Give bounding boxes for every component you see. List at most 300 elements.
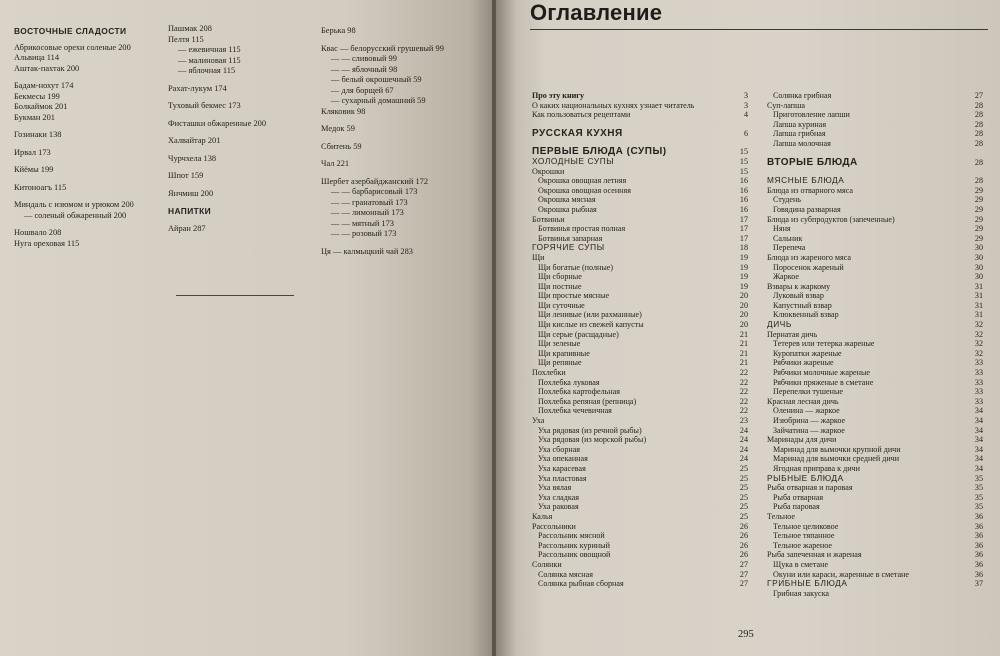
toc-entry xyxy=(532,167,748,177)
toc-entry xyxy=(532,349,748,359)
toc-entry-page: 30 xyxy=(974,243,983,253)
toc-entry-page: 3 xyxy=(743,91,748,100)
toc-entry xyxy=(767,531,983,541)
toc-entry-title: Рябчики жареные xyxy=(773,358,834,368)
index-entry: — — сливовый 99 xyxy=(331,54,397,63)
toc-entry-title: Ботвинья простая полная xyxy=(538,224,626,234)
toc-entry-page: 22 xyxy=(739,368,748,378)
index-entry: Нуга ореховая 115 xyxy=(14,238,80,248)
toc-entry-title: РЫБНЫЕ БЛЮДА xyxy=(767,473,844,483)
toc-entry-title: Уха раковая xyxy=(538,502,579,512)
toc-entry-title: Приготовление лапши xyxy=(773,110,850,120)
toc-subsection xyxy=(767,579,983,589)
toc-entry-page: 33 xyxy=(974,358,983,368)
right-page xyxy=(496,0,1000,656)
toc-entry-title: Щука в сметане xyxy=(773,559,829,569)
toc-entry-title: Взвары к жаркому xyxy=(767,281,831,291)
toc-entry xyxy=(767,310,983,320)
toc-entry-title: Щи богатые (полные) xyxy=(538,262,614,272)
toc-entry xyxy=(532,426,748,436)
toc-entry xyxy=(532,493,748,503)
toc-entry-title: Похлебка репяная (репница) xyxy=(538,396,637,406)
toc-entry-title: Рябчики молочные жареные xyxy=(773,368,870,378)
toc-entry-page: 33 xyxy=(974,377,983,387)
spacer xyxy=(767,149,983,158)
toc-entry-title: Окрошка овощная осенняя xyxy=(538,185,631,195)
toc-entry-title: Рассольник мясной xyxy=(538,531,605,541)
toc-entry-title: Щи суточные xyxy=(538,300,585,310)
toc-entry-title: Рассольник куриный xyxy=(538,540,610,550)
toc-entry-page: 23 xyxy=(739,416,748,425)
toc-entry xyxy=(767,301,983,311)
toc-subsection xyxy=(532,243,748,253)
toc-section xyxy=(532,129,748,139)
index-entry: Шпот 159 xyxy=(168,171,204,180)
index-entry: Бадам-нохут 174 xyxy=(14,81,74,90)
index-group xyxy=(321,124,486,135)
toc-entry xyxy=(532,272,748,282)
toc-entry-page: 26 xyxy=(739,531,748,541)
toc-entry-title: Щи серые (расщадные) xyxy=(538,329,619,339)
toc-entry-title: Окрошка рыбная xyxy=(538,204,597,214)
toc-entry-page: 21 xyxy=(739,339,748,349)
toc-entry-page: 33 xyxy=(974,396,983,406)
index-group xyxy=(168,171,318,182)
index-entry: — малиновая 115 xyxy=(178,55,241,65)
toc-entry xyxy=(532,531,748,541)
toc-entry-title: Солянка рыбная сборная xyxy=(538,579,624,589)
index-entry: — — яблочный 98 xyxy=(331,64,398,74)
toc-entry-title: Щи ленивые (или рахманные) xyxy=(538,310,642,320)
toc-entry xyxy=(532,387,748,397)
toc-entry xyxy=(532,234,748,244)
toc-entry xyxy=(767,282,983,292)
toc-subsection xyxy=(767,474,983,484)
toc-entry-page: 29 xyxy=(974,195,983,205)
toc-entry-page: 3 xyxy=(743,100,748,110)
toc-entry-title: Красная лесная дичь xyxy=(767,396,839,406)
toc-entry-title: Оленина — жаркое xyxy=(773,406,840,416)
toc-entry xyxy=(532,339,748,349)
toc-entry-title: Лапша грибная xyxy=(773,129,826,139)
toc-entry-title: Перепеча xyxy=(773,243,806,253)
toc-entry-title: Уха xyxy=(532,416,545,425)
toc-entry xyxy=(532,195,748,205)
toc-entry-title: Щи кислые из свежей капусты xyxy=(538,320,644,330)
toc-entry-page: 29 xyxy=(974,185,983,195)
index-group xyxy=(14,81,164,123)
toc-entry-page: 16 xyxy=(739,204,748,214)
index-group xyxy=(14,26,164,74)
toc-entry xyxy=(532,263,748,273)
index-group xyxy=(168,189,318,200)
toc-entry-title: ГРИБНЫЕ БЛЮДА xyxy=(767,579,848,589)
toc-entry-title: Блюда из жареного мяса xyxy=(767,252,852,262)
index-entry: Берька 98 xyxy=(321,26,356,35)
toc-entry-title: МЯСНЫЕ БЛЮДА xyxy=(767,176,845,186)
toc-entry-title: Пернатая дичь xyxy=(767,329,818,339)
toc-entry-title: Куропатки жареные xyxy=(773,348,842,358)
toc-entry-page: 25 xyxy=(739,473,748,483)
toc-entry-title: Уха вялая xyxy=(538,483,572,493)
toc-entry xyxy=(532,101,748,111)
toc-entry-title: Ягодная приправа к дичи xyxy=(773,463,860,473)
index-entry: Пелтя 115 xyxy=(168,34,204,44)
toc-entry xyxy=(767,416,983,426)
index-entry: — яблочная 115 xyxy=(178,66,236,75)
toc-entry-title: Сальник xyxy=(773,233,803,243)
index-group xyxy=(321,26,486,37)
toc-entry-page: 6 xyxy=(743,128,748,138)
toc-entry-page: 30 xyxy=(974,272,983,282)
toc-entry-page: 33 xyxy=(974,387,983,397)
toc-entry-page: 21 xyxy=(739,329,748,339)
toc-entry xyxy=(767,253,983,263)
toc-entry-title: Тельное целиковое xyxy=(773,521,839,531)
toc-entry-page: 29 xyxy=(974,233,983,243)
toc-entry xyxy=(767,493,983,503)
toc-entry-page: 22 xyxy=(739,377,748,387)
toc-entry-page: 17 xyxy=(739,224,748,234)
index-group xyxy=(168,24,318,77)
toc-entry-title: Похлебка картофельная xyxy=(538,387,620,397)
index-entry: Альвица 114 xyxy=(14,53,60,62)
index-group xyxy=(168,154,318,165)
toc-entry-page: 27 xyxy=(974,91,983,100)
spacer xyxy=(532,120,748,129)
index-entry: Фисташки обжаренные 200 xyxy=(168,118,267,128)
toc-entry-page: 34 xyxy=(974,463,983,473)
toc-entry-page: 35 xyxy=(974,473,983,483)
toc-entry-title: Солянки xyxy=(532,559,562,569)
index-entry: — — лимонный 173 xyxy=(331,208,404,217)
index-group xyxy=(168,84,318,95)
toc-entry xyxy=(532,368,748,378)
index-entry: Айран 287 xyxy=(168,223,206,233)
toc-entry-page: 28 xyxy=(974,176,983,186)
toc-entry xyxy=(532,358,748,368)
page-title: Оглавление xyxy=(530,0,663,25)
index-group xyxy=(14,130,164,141)
toc-entry xyxy=(767,378,983,388)
toc-entry xyxy=(532,474,748,484)
index-group xyxy=(168,119,318,130)
index-group xyxy=(168,136,318,147)
toc-entry xyxy=(532,186,748,196)
toc-entry xyxy=(767,272,983,282)
toc-entry-page: 31 xyxy=(974,310,983,320)
index-group xyxy=(321,142,486,153)
toc-entry-title: Рыба отварная и паровая xyxy=(767,483,853,493)
toc-entry xyxy=(532,512,748,522)
index-group xyxy=(168,101,318,112)
toc-entry-title: Клюквенный взвар xyxy=(773,310,839,320)
toc-entry-page: 30 xyxy=(974,252,983,262)
toc-entry xyxy=(532,464,748,474)
toc-entry xyxy=(767,139,983,149)
toc-entry-page: 28 xyxy=(974,110,983,120)
index-group xyxy=(14,148,164,159)
index-entry: Пашмак 208 xyxy=(168,24,212,33)
index-entry: Сбитень 59 xyxy=(321,141,362,151)
toc-entry-page: 32 xyxy=(974,320,983,330)
toc-subsection xyxy=(532,157,748,167)
toc-entry-page: 36 xyxy=(974,521,983,531)
toc-entry-title: ДИЧЬ xyxy=(767,320,792,330)
toc-entry-page: 34 xyxy=(974,454,983,464)
toc-entry-title: Рассольник овощной xyxy=(538,550,611,560)
toc-entry-page: 25 xyxy=(739,492,748,502)
toc-entry xyxy=(767,550,983,560)
index-entry: Ирвал 173 xyxy=(14,147,51,157)
toc-entry-page: 34 xyxy=(974,406,983,416)
toc-entry xyxy=(767,330,983,340)
toc-entry-title: Щи xyxy=(532,252,545,262)
toc-entry-page: 36 xyxy=(974,559,983,569)
toc-entry-page: 25 xyxy=(739,502,748,512)
toc-entry-page: 36 xyxy=(974,531,983,541)
index-entry: Чал 221 xyxy=(321,159,350,168)
toc-entry-page: 18 xyxy=(739,243,748,253)
toc-entry-title: Блюда из отварного мяса xyxy=(767,185,854,195)
toc-entry-title: Окрошка мясная xyxy=(538,195,596,205)
toc-entry-title: Тельное тяпанное xyxy=(773,531,835,541)
toc-entry-title: Щи простые мясные xyxy=(538,291,610,301)
toc-entry-page: 20 xyxy=(739,300,748,310)
toc-entry-page: 30 xyxy=(974,262,983,272)
toc-entry xyxy=(532,215,748,225)
toc-entry xyxy=(532,445,748,455)
toc-entry-title: Окуни или караси, жаренные в сметане xyxy=(773,569,909,579)
toc-subsection xyxy=(767,176,983,186)
toc-entry xyxy=(767,129,983,139)
toc-entry-title: ВТОРЫЕ БЛЮДА xyxy=(767,157,858,168)
toc-entry-title: Тельное xyxy=(767,511,796,521)
toc-entry-page: 25 xyxy=(739,483,748,493)
toc-entry-title: Как пользоваться рецептами xyxy=(532,110,631,120)
index-entry: Халвайтар 201 xyxy=(168,136,221,145)
toc-entry xyxy=(532,205,748,215)
index-entry: Ношвало 208 xyxy=(14,228,62,237)
divider-rule xyxy=(176,295,294,296)
toc-entry-title: Уха сборная xyxy=(538,444,581,454)
toc-entry-page: 36 xyxy=(974,511,983,521)
toc-section xyxy=(532,147,748,157)
index-group xyxy=(168,206,318,217)
toc-entry-page: 36 xyxy=(974,540,983,550)
toc-entry xyxy=(532,483,748,493)
toc-entry-title: Рыба запеченная и жареная xyxy=(767,550,862,560)
toc-entry xyxy=(767,406,983,416)
index-entry: — белый окрошечный 59 xyxy=(331,75,422,84)
toc-entry-page: 29 xyxy=(974,214,983,224)
toc-entry-page: 19 xyxy=(739,262,748,272)
toc-entry-title: Капустный взвар xyxy=(773,300,832,310)
toc-entry-page: 36 xyxy=(974,569,983,579)
toc-entry-title: Лапша куриная xyxy=(773,119,827,129)
toc-entry-title: Ботвиньи xyxy=(532,214,565,224)
section-heading: ВОСТОЧНЫЕ СЛАДОСТИ xyxy=(14,26,127,36)
toc-entry-title: Солянка мясная xyxy=(538,569,593,579)
toc-entry-page: 21 xyxy=(739,348,748,358)
spacer xyxy=(532,138,748,147)
index-entry: Миндаль с изюмом и урюком 200 xyxy=(14,200,134,209)
toc-entry-title: Изюбрина — жаркое xyxy=(773,416,846,425)
index-group xyxy=(168,224,318,235)
toc-entry-page: 35 xyxy=(974,502,983,512)
index-entry: Туховый бекмес 173 xyxy=(168,101,241,110)
index-entry: Шербет азербайджанский 172 xyxy=(321,176,429,186)
toc-entry-page: 35 xyxy=(974,492,983,502)
toc-entry-page: 31 xyxy=(974,300,983,310)
index-group xyxy=(14,183,164,194)
toc-entry-page: 29 xyxy=(974,224,983,234)
toc-entry xyxy=(532,91,748,101)
toc-entry-page: 21 xyxy=(739,358,748,368)
toc-entry xyxy=(767,234,983,244)
toc-entry-page: 20 xyxy=(739,320,748,330)
toc-entry-page: 26 xyxy=(739,521,748,531)
toc-entry xyxy=(767,483,983,493)
toc-entry xyxy=(767,215,983,225)
toc-entry-title: О каких национальных кухнях узнает читатель xyxy=(532,100,695,110)
toc-entry-title: Окрошка овощная летняя xyxy=(538,176,627,186)
index-entry: Гозинаки 138 xyxy=(14,130,62,139)
index-group xyxy=(14,165,164,176)
left-page xyxy=(0,0,494,656)
index-entry: Бекмесы 199 xyxy=(14,91,60,101)
index-entry: Аштак-пахтак 200 xyxy=(14,63,80,73)
toc-entry-title: Перепелки тушеные xyxy=(773,387,843,397)
index-column-1 xyxy=(14,26,164,256)
toc-entry-title: Щи зеленые xyxy=(538,339,581,349)
toc-entry-page: 22 xyxy=(739,396,748,406)
toc-entry xyxy=(532,310,748,320)
toc-entry-title: Щи репяные xyxy=(538,358,582,368)
toc-entry xyxy=(532,253,748,263)
index-group xyxy=(14,200,164,221)
toc-entry xyxy=(767,570,983,580)
toc-entry-page: 24 xyxy=(739,454,748,464)
toc-entry-page: 37 xyxy=(974,579,983,589)
toc-entry-title: Щи крапивные xyxy=(538,348,590,358)
toc-entry-page: 20 xyxy=(739,291,748,301)
toc-entry xyxy=(767,464,983,474)
index-entry: Медок 59 xyxy=(321,124,355,133)
toc-entry xyxy=(532,320,748,330)
index-entry: Болкаймок 201 xyxy=(14,102,68,111)
index-entry: Рахат-лукум 174 xyxy=(168,83,227,93)
toc-entry-title: Ботвинья запарная xyxy=(538,233,603,243)
toc-entry-page: 15 xyxy=(739,147,748,157)
toc-entry xyxy=(532,579,748,589)
toc-entry-title: Уха карасевая xyxy=(538,463,586,473)
toc-entry-title: Солянка грибная xyxy=(773,91,832,100)
toc-entry-title: ХОЛОДНЫЕ СУПЫ xyxy=(532,156,615,166)
index-entry: Квас — белорусский грушевый 99 xyxy=(321,43,444,53)
toc-entry xyxy=(767,560,983,570)
toc-entry xyxy=(767,387,983,397)
toc-entry-page: 27 xyxy=(739,559,748,569)
section-heading: НАПИТКИ xyxy=(168,206,212,216)
toc-entry-page: 27 xyxy=(739,579,748,589)
toc-entry-title: Рыба отварная xyxy=(773,492,824,502)
toc-entry-title: Грибная закуска xyxy=(773,588,829,598)
index-entry: — сухарный домашний 59 xyxy=(331,96,426,105)
toc-entry-title: Зайчатина — жаркое xyxy=(773,425,845,435)
toc-entry-page: 33 xyxy=(974,368,983,378)
toc-entry xyxy=(767,186,983,196)
index-entry: Абрикосовые орехи соленые 200 xyxy=(14,42,131,52)
toc-entry-page: 24 xyxy=(739,425,748,435)
toc-entry xyxy=(532,406,748,416)
toc-section xyxy=(767,158,983,168)
toc-entry xyxy=(532,301,748,311)
toc-entry xyxy=(767,454,983,464)
toc-entry xyxy=(767,589,983,599)
toc-entry xyxy=(532,397,748,407)
toc-entry xyxy=(767,263,983,273)
toc-entry xyxy=(767,224,983,234)
index-entry: — — гранатовый 173 xyxy=(331,197,408,207)
toc-entry xyxy=(767,368,983,378)
toc-entry-page: 19 xyxy=(739,252,748,262)
toc-entry xyxy=(767,205,983,215)
toc-entry xyxy=(532,416,748,426)
toc-entry-page: 26 xyxy=(739,540,748,550)
toc-entry xyxy=(767,445,983,455)
toc-entry-page: 16 xyxy=(739,185,748,195)
toc-entry-page: 17 xyxy=(739,233,748,243)
toc-entry-title: Рыба паровая xyxy=(773,502,820,512)
toc-entry xyxy=(767,120,983,130)
toc-entry-title: Про эту книгу xyxy=(532,91,585,100)
toc-entry xyxy=(767,522,983,532)
index-group xyxy=(14,228,164,249)
toc-entry-page: 25 xyxy=(739,511,748,521)
spacer xyxy=(767,167,983,176)
toc-entry-page: 28 xyxy=(974,157,983,167)
index-group xyxy=(321,247,486,258)
toc-entry xyxy=(532,454,748,464)
index-entry: Кйёмы 199 xyxy=(14,165,54,174)
toc-entry-page: 16 xyxy=(739,195,748,205)
index-group xyxy=(321,177,486,240)
toc-entry-title: ПЕРВЫЕ БЛЮДА (СУПЫ) xyxy=(532,147,667,157)
index-entry: — — мятный 173 xyxy=(331,218,394,228)
toc-entry-page: 28 xyxy=(974,138,983,148)
toc-entry-title: Уха сладкая xyxy=(538,492,579,502)
index-entry: — соленый обжаренный 200 xyxy=(24,210,127,220)
toc-entry-page: 15 xyxy=(739,166,748,176)
toc-entry xyxy=(767,502,983,512)
toc-entry-page: 22 xyxy=(739,387,748,397)
toc-entry-page: 28 xyxy=(974,119,983,129)
index-entry: — — розовый 173 xyxy=(331,229,397,238)
toc-entry-page: 17 xyxy=(739,214,748,224)
toc-entry-page: 19 xyxy=(739,281,748,291)
toc-entry-title: Уха рядовая (из морской рыбы) xyxy=(538,435,647,445)
toc-entry-title: Калья xyxy=(532,511,553,521)
toc-entry-title: Щи сборные xyxy=(538,272,582,282)
toc-entry-title: Поросенок жареный xyxy=(773,262,844,272)
index-entry: — для борщей 67 xyxy=(331,85,394,95)
index-entry: — ежевичная 115 xyxy=(178,45,241,54)
toc-entry-title: Блюда из субпродуктов (запеченные) xyxy=(767,214,895,224)
toc-entry-page: 26 xyxy=(739,550,748,560)
index-entry: Кляковик 98 xyxy=(321,106,366,116)
index-entry: Чурчхела 138 xyxy=(168,153,217,163)
